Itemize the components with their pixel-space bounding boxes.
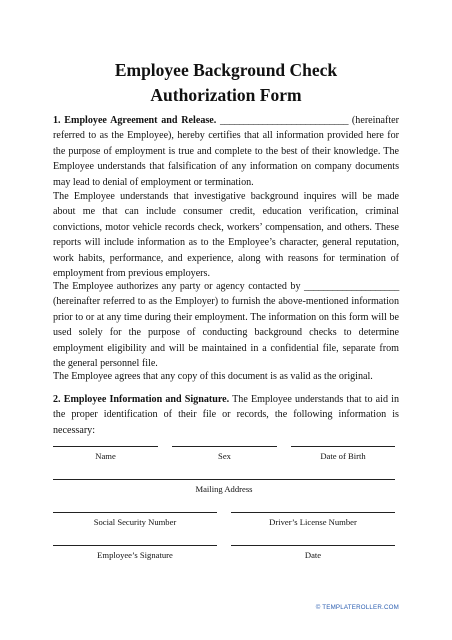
employer-name-blank[interactable]: ____________________ [304, 281, 399, 292]
title-line-2: Authorization Form [150, 85, 302, 105]
signature-field-line[interactable] [53, 545, 217, 546]
date-field-line[interactable] [231, 545, 395, 546]
name-label: Name [95, 451, 116, 461]
section-2-text: The Employee understands that to aid in the proper identification of their file or records, the following information is necessary: [53, 394, 399, 436]
section-2-paragraph [53, 392, 399, 438]
mailing-address-field-line[interactable] [53, 479, 395, 480]
date-of-birth-label: Date of Birth [320, 451, 366, 461]
paragraph-3 [53, 279, 399, 371]
section-1-paragraph [53, 113, 399, 190]
paragraph-3-text-before: The Employee authorizes any party or agency contacted by [53, 281, 305, 292]
footer-link[interactable]: © TEMPLATEROLLER.COM [315, 604, 399, 611]
paragraph-4: The Employee agrees that any copy of this document is as valid as the original. [53, 371, 373, 382]
signature-label: Employee’s Signature [97, 550, 173, 560]
ssn-label: Social Security Number [93, 517, 177, 527]
drivers-license-field-line[interactable] [231, 512, 395, 513]
section-1-heading: 1. Employee Agreement and Release. [53, 115, 217, 126]
paragraph-2: The Employee understands that investigative background inquires will be made about me that can include consumer credit, education verification, criminal convictions, motor vehicle records check, workers’ compensation, and others. These reports will include information as to the Employee’s character, general reputation, work habits, performance, and experience, along with reasons for termination of employment from previous employers. [53, 191, 399, 280]
paragraph-3-text-after: (hereinafter referred to as the Employer) to furnish the above-mentioned information prior to or at any time during their employment. The information on this form will be used solely for the purpose of conducting background checks to determine employment eligibility and will be maintained in a confidential file, separate from the general personnel file. [53, 296, 399, 370]
section-1-text: (hereinafter referred to as the Employee), hereby certifies that all information provided here for the purpose of employment is true and complete to the best of their knowledge. The Employee understands that falsification of any information on company documents may lead to denial of employment or termination. [53, 115, 399, 188]
title-line-1: Employee Background Check [114, 60, 338, 80]
sex-label: Sex [218, 451, 231, 461]
employee-name-blank[interactable]: ___________________________ [220, 115, 349, 126]
date-of-birth-field-line[interactable] [291, 446, 395, 447]
section-2-heading: 2. Employee Information and Signature. [53, 394, 230, 405]
document-title [0, 58, 452, 108]
name-field-line[interactable] [53, 446, 158, 447]
mailing-address-label: Mailing Address [195, 484, 253, 494]
drivers-license-label: Driver’s License Number [269, 517, 357, 527]
sex-field-line[interactable] [172, 446, 277, 447]
ssn-field-line[interactable] [53, 512, 217, 513]
date-label: Date [304, 550, 322, 560]
